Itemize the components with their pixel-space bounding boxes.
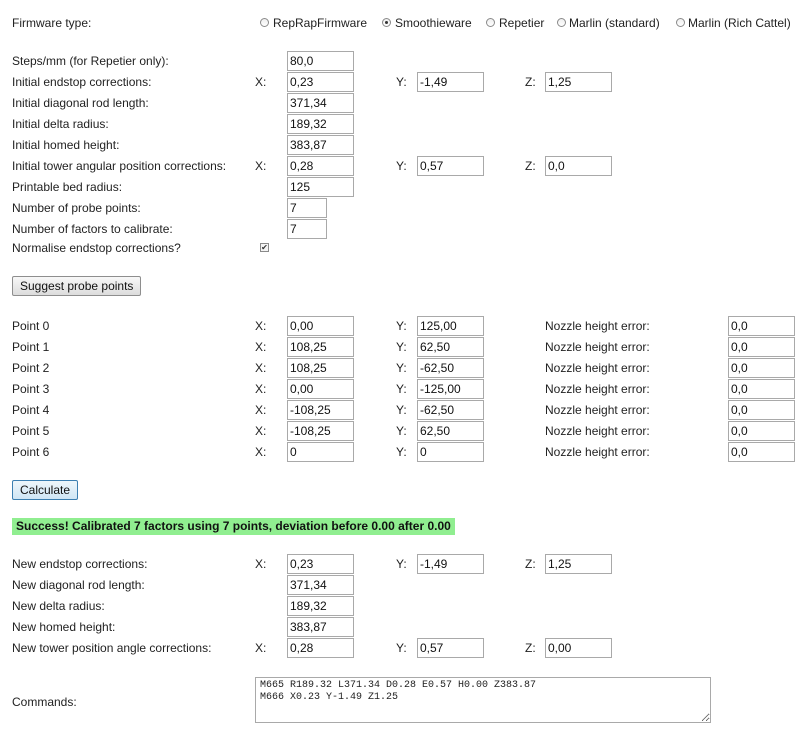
nozzle-error-input[interactable] bbox=[728, 358, 795, 378]
new-tower-label: New tower position angle corrections: bbox=[12, 641, 212, 655]
new-homed-height-input[interactable] bbox=[287, 617, 354, 637]
radio-marlin-standard[interactable] bbox=[557, 18, 566, 27]
tower-z-input[interactable] bbox=[545, 156, 612, 176]
radio-label-marlin-standard: Marlin (standard) bbox=[569, 16, 660, 30]
point-y-input[interactable] bbox=[417, 442, 484, 462]
suggest-probe-points-button[interactable]: Suggest probe points bbox=[12, 276, 141, 296]
point-x-label: X: bbox=[255, 424, 267, 438]
point-y-label: Y: bbox=[396, 319, 407, 333]
point-x-input[interactable] bbox=[287, 421, 354, 441]
radio-repetier[interactable] bbox=[486, 18, 495, 27]
delta-radius-label: Initial delta radius: bbox=[12, 117, 109, 131]
endstop-x-input[interactable] bbox=[287, 72, 354, 92]
point-label: Point 3 bbox=[12, 382, 50, 396]
endstop-z-label: Z: bbox=[525, 75, 536, 89]
new-tower-y-label: Y: bbox=[396, 641, 407, 655]
point-y-input[interactable] bbox=[417, 358, 484, 378]
point-y-label: Y: bbox=[396, 340, 407, 354]
point-y-label: Y: bbox=[396, 361, 407, 375]
normalise-label: Normalise endstop corrections? bbox=[12, 241, 181, 255]
new-homed-height-label: New homed height: bbox=[12, 620, 116, 634]
tower-y-input[interactable] bbox=[417, 156, 484, 176]
nozzle-error-input[interactable] bbox=[728, 379, 795, 399]
new-rod-length-input[interactable] bbox=[287, 575, 354, 595]
point-x-label: X: bbox=[255, 382, 267, 396]
endstop-y-label: Y: bbox=[396, 75, 407, 89]
tower-label: Initial tower angular position corrections: bbox=[12, 159, 227, 173]
steps-label: Steps/mm (for Repetier only): bbox=[12, 54, 169, 68]
endstop-x-label: X: bbox=[255, 75, 267, 89]
point-x-input[interactable] bbox=[287, 358, 354, 378]
new-tower-x-input[interactable] bbox=[287, 638, 354, 658]
radio-label-marlin-rich-cattel: Marlin (Rich Cattel) bbox=[688, 16, 791, 30]
success-message: Success! Calibrated 7 factors using 7 points, deviation before 0.00 after 0.00 bbox=[12, 518, 455, 535]
nozzle-error-label: Nozzle height error: bbox=[545, 445, 650, 459]
nozzle-error-label: Nozzle height error: bbox=[545, 382, 650, 396]
nozzle-error-input[interactable] bbox=[728, 337, 795, 357]
nozzle-error-input[interactable] bbox=[728, 421, 795, 441]
nozzle-error-label: Nozzle height error: bbox=[545, 403, 650, 417]
radio-marlin-rich-cattel[interactable] bbox=[676, 18, 685, 27]
nozzle-error-label: Nozzle height error: bbox=[545, 424, 650, 438]
radio-smoothieware[interactable] bbox=[382, 18, 391, 27]
tower-z-label: Z: bbox=[525, 159, 536, 173]
probe-points-label: Number of probe points: bbox=[12, 201, 141, 215]
point-x-input[interactable] bbox=[287, 337, 354, 357]
normalise-checkbox[interactable]: ✔ bbox=[261, 243, 268, 252]
bed-radius-input[interactable] bbox=[287, 177, 354, 197]
point-y-label: Y: bbox=[396, 424, 407, 438]
point-label: Point 0 bbox=[12, 319, 50, 333]
new-tower-y-input[interactable] bbox=[417, 638, 484, 658]
point-x-input[interactable] bbox=[287, 316, 354, 336]
point-y-label: Y: bbox=[396, 403, 407, 417]
nozzle-error-label: Nozzle height error: bbox=[545, 319, 650, 333]
rod-length-label: Initial diagonal rod length: bbox=[12, 96, 149, 110]
delta-radius-input[interactable] bbox=[287, 114, 354, 134]
point-x-label: X: bbox=[255, 403, 267, 417]
point-x-label: X: bbox=[255, 340, 267, 354]
new-tower-z-label: Z: bbox=[525, 641, 536, 655]
new-tower-z-input[interactable] bbox=[545, 638, 612, 658]
new-rod-length-label: New diagonal rod length: bbox=[12, 578, 145, 592]
point-x-label: X: bbox=[255, 445, 267, 459]
factors-input[interactable] bbox=[287, 219, 327, 239]
nozzle-error-input[interactable] bbox=[728, 316, 795, 336]
nozzle-error-label: Nozzle height error: bbox=[545, 361, 650, 375]
bed-radius-label: Printable bed radius: bbox=[12, 180, 123, 194]
point-x-label: X: bbox=[255, 319, 267, 333]
endstop-label: Initial endstop corrections: bbox=[12, 75, 152, 89]
new-endstop-y-input[interactable] bbox=[417, 554, 484, 574]
point-x-input[interactable] bbox=[287, 400, 354, 420]
firmware-label: Firmware type: bbox=[12, 16, 92, 30]
point-label: Point 6 bbox=[12, 445, 50, 459]
tower-y-label: Y: bbox=[396, 159, 407, 173]
point-label: Point 5 bbox=[12, 424, 50, 438]
point-y-input[interactable] bbox=[417, 421, 484, 441]
point-label: Point 2 bbox=[12, 361, 50, 375]
nozzle-error-input[interactable] bbox=[728, 442, 795, 462]
new-endstop-y-label: Y: bbox=[396, 557, 407, 571]
commands-label: Commands: bbox=[12, 695, 77, 709]
tower-x-label: X: bbox=[255, 159, 267, 173]
endstop-z-input[interactable] bbox=[545, 72, 612, 92]
point-label: Point 4 bbox=[12, 403, 50, 417]
new-tower-x-label: X: bbox=[255, 641, 267, 655]
new-delta-radius-label: New delta radius: bbox=[12, 599, 105, 613]
radio-label-reprapfirmware: RepRapFirmware bbox=[273, 16, 368, 30]
new-endstop-x-label: X: bbox=[255, 557, 267, 571]
radio-label-repetier: Repetier bbox=[499, 16, 545, 30]
probe-points-input[interactable] bbox=[287, 198, 327, 218]
point-y-label: Y: bbox=[396, 382, 407, 396]
point-y-label: Y: bbox=[396, 445, 407, 459]
point-y-input[interactable] bbox=[417, 400, 484, 420]
steps-input[interactable] bbox=[287, 51, 354, 71]
new-endstop-label: New endstop corrections: bbox=[12, 557, 148, 571]
endstop-y-input[interactable] bbox=[417, 72, 484, 92]
point-y-input[interactable] bbox=[417, 379, 484, 399]
factors-label: Number of factors to calibrate: bbox=[12, 222, 173, 236]
new-endstop-z-label: Z: bbox=[525, 557, 536, 571]
point-y-input[interactable] bbox=[417, 337, 484, 357]
point-x-input[interactable] bbox=[287, 379, 354, 399]
tower-x-input[interactable] bbox=[287, 156, 354, 176]
commands-textarea[interactable] bbox=[255, 677, 711, 723]
radio-label-smoothieware: Smoothieware bbox=[395, 16, 472, 30]
rod-length-input[interactable] bbox=[287, 93, 354, 113]
calculate-button[interactable]: Calculate bbox=[12, 480, 78, 500]
point-x-label: X: bbox=[255, 361, 267, 375]
point-y-input[interactable] bbox=[417, 316, 484, 336]
point-x-input[interactable] bbox=[287, 442, 354, 462]
nozzle-error-label: Nozzle height error: bbox=[545, 340, 650, 354]
homed-height-input[interactable] bbox=[287, 135, 354, 155]
new-endstop-x-input[interactable] bbox=[287, 554, 354, 574]
new-endstop-z-input[interactable] bbox=[545, 554, 612, 574]
homed-height-label: Initial homed height: bbox=[12, 138, 120, 152]
nozzle-error-input[interactable] bbox=[728, 400, 795, 420]
new-delta-radius-input[interactable] bbox=[287, 596, 354, 616]
point-label: Point 1 bbox=[12, 340, 50, 354]
radio-reprapfirmware[interactable] bbox=[260, 18, 269, 27]
